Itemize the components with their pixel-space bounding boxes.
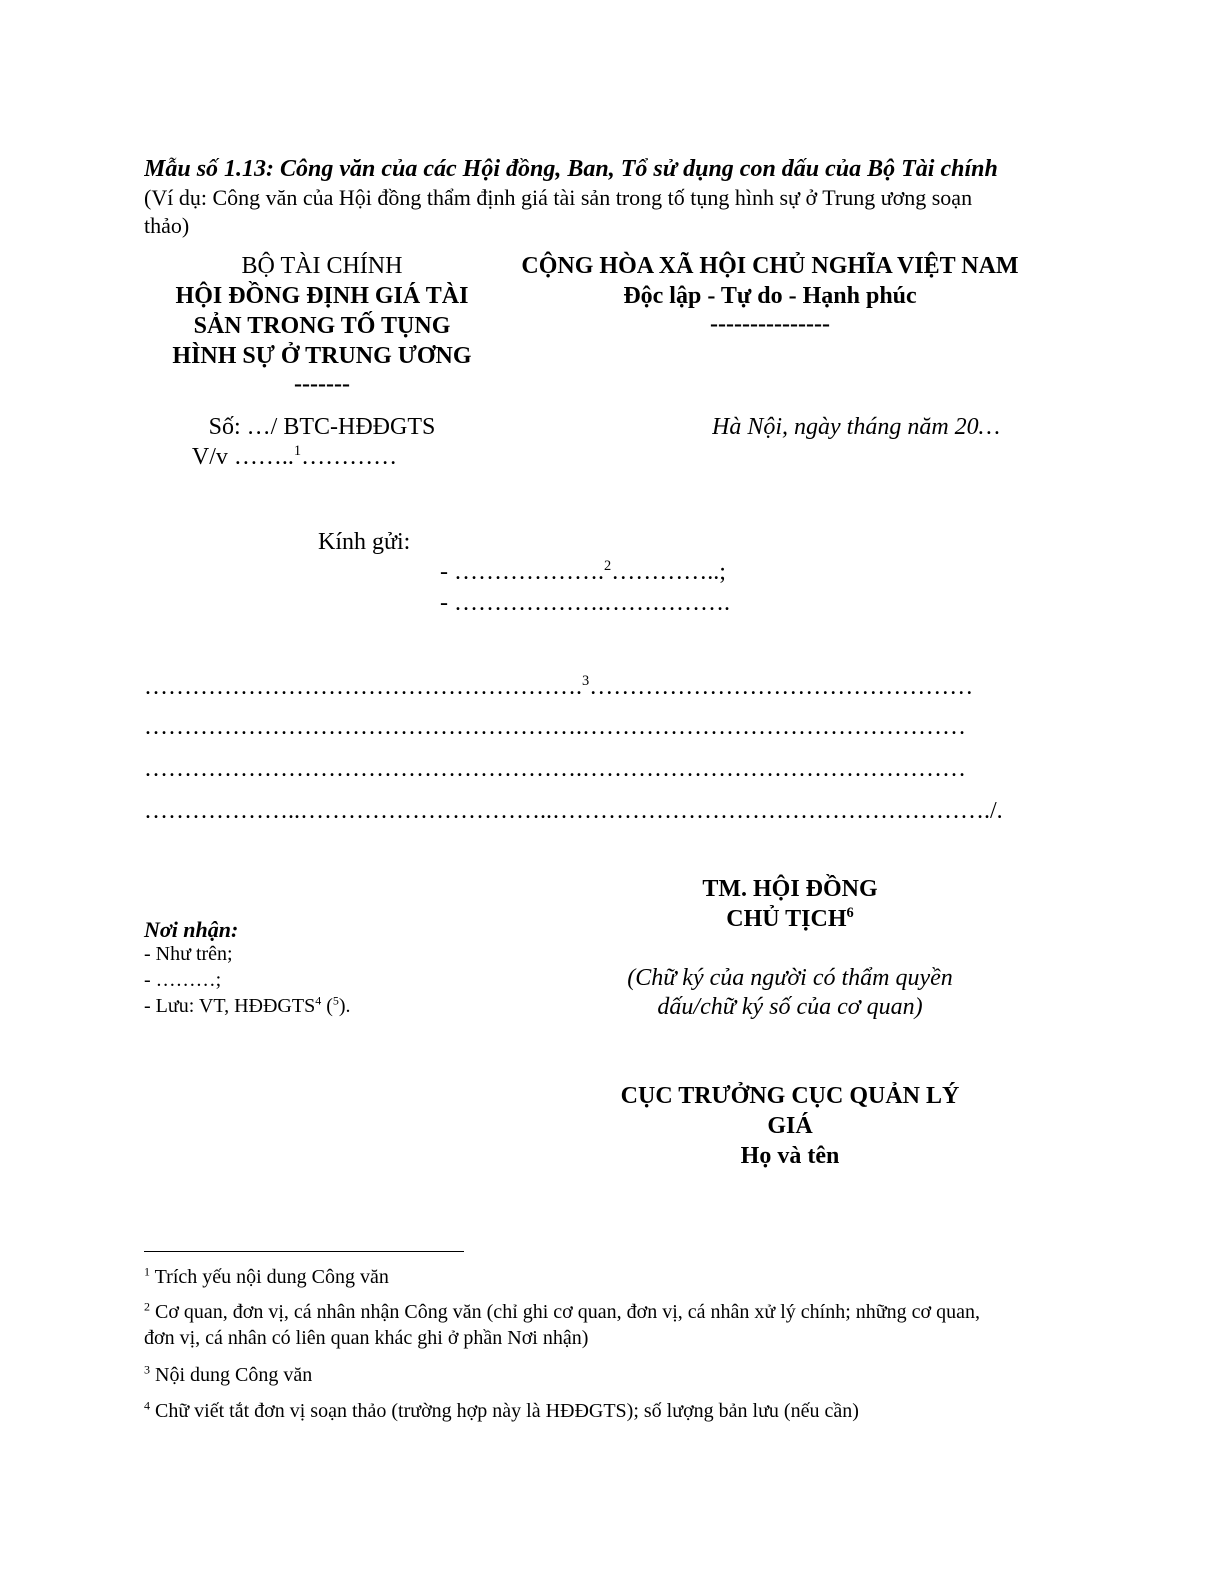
body-line-1-prefix: ……………………………………………….	[144, 674, 582, 700]
body-line-3: ……………………………………………….…………………………………………	[144, 756, 966, 782]
footnote-ref-2: 2	[604, 558, 612, 574]
place-date: Hà Nội, ngày tháng năm 20…	[712, 414, 1000, 440]
nation-name: CỘNG HÒA XÃ HỘI CHỦ NGHĨA VIỆT NAM	[521, 253, 1019, 279]
nation-divider: ---------------	[710, 311, 830, 337]
footnote-ref-1: 1	[293, 443, 302, 459]
footnote-2-line-2: đơn vị, cá nhân có liên quan khác ghi ở phần Nơi nhận)	[144, 1327, 589, 1349]
footnote-2-number: 2	[144, 1299, 150, 1314]
footnote-4	[144, 1398, 1074, 1424]
form-note-line-2: thảo)	[144, 213, 190, 238]
footnote-ref-3: 3	[582, 673, 590, 689]
signature-position-text: CHỦ TỊCH	[726, 906, 847, 932]
distribution-item-1: - Như trên;	[144, 943, 233, 965]
footnote-3	[144, 1362, 1074, 1388]
footnote-ref-6: 6	[846, 905, 854, 921]
distribution-item-3-suffix: ).	[338, 995, 351, 1017]
footnote-separator	[144, 1251, 464, 1252]
signature-note-line-1: (Chữ ký của người có thẩm quyền	[627, 965, 953, 991]
signature-on-behalf: TM. HỘI ĐỒNG	[702, 876, 878, 902]
recipient-1-suffix: …………..;	[611, 559, 726, 585]
nation-motto: Độc lập - Tự do - Hạnh phúc	[623, 283, 917, 309]
footnote-2-text-line-1: Cơ quan, đơn vị, cá nhân nhận Công văn (chỉ ghi cơ quan, đơn vị, cá nhân xử lý chính; những cơ quan,	[155, 1301, 980, 1323]
body-line-1	[144, 672, 1064, 702]
document-subject	[122, 442, 467, 472]
form-note-line-1: (Ví dụ: Công văn của Hội đồng thẩm định giá tài sản trong tố tụng hình sự ở Trung ương soạn	[144, 185, 973, 210]
document-number: Số: …/ BTC-HĐĐGTS	[208, 414, 436, 440]
signature-position	[560, 904, 1020, 934]
recipients-label: Kính gửi:	[318, 529, 411, 555]
footnote-2-line-1	[144, 1299, 1074, 1325]
distribution-item-2: - ………;	[144, 969, 222, 991]
distribution-item-3	[144, 993, 504, 1019]
footnote-3-text: Nội dung Công văn	[155, 1364, 313, 1386]
signer-name: Họ và tên	[740, 1143, 840, 1169]
distribution-item-3-mid: (	[321, 995, 333, 1017]
footnote-1-number: 1	[144, 1264, 150, 1279]
distribution-item-3-prefix: - Lưu: VT, HĐĐGTS	[144, 995, 316, 1017]
footnote-3-number: 3	[144, 1362, 150, 1377]
distribution-label: Nơi nhận:	[144, 917, 239, 942]
signer-title-line-1: CỤC TRƯỞNG CỤC QUẢN LÝ	[620, 1083, 960, 1109]
form-title: Mẫu số 1.13: Công văn của các Hội đồng, Ban, Tổ sử dụng con dấu của Bộ Tài chính	[144, 156, 998, 182]
body-line-1-suffix: …………………………………………	[589, 674, 974, 700]
issuer-divider: -------	[294, 371, 350, 397]
recipient-1-prefix: - ……………….	[440, 559, 604, 585]
subject-suffix: …………	[301, 444, 398, 470]
issuer-council-line-3: HÌNH SỰ Ở TRUNG ƯƠNG	[172, 343, 472, 369]
recipient-line-1	[440, 557, 840, 587]
footnote-4-number: 4	[144, 1398, 150, 1413]
recipient-line-2: - ……………….…………….	[440, 590, 730, 616]
signature-note-line-2: dấu/chữ ký số của cơ quan)	[657, 994, 923, 1020]
footnote-ref-5: 5	[332, 993, 339, 1008]
subject-prefix: V/v ……..	[191, 444, 294, 470]
issuer-ministry: BỘ TÀI CHÍNH	[241, 253, 403, 279]
body-line-4: ………………..…………………………..………………………………………………./.	[144, 798, 1003, 824]
issuer-council-line-1: HỘI ĐỒNG ĐỊNH GIÁ TÀI	[175, 283, 469, 309]
signer-title-line-2: GIÁ	[767, 1113, 813, 1139]
footnote-1-text: Trích yếu nội dung Công văn	[154, 1266, 389, 1288]
body-line-2: ……………………………………………….…………………………………………	[144, 714, 966, 740]
footnote-ref-4: 4	[315, 993, 322, 1008]
footnote-1	[144, 1264, 1074, 1290]
footnote-4-text: Chữ viết tắt đơn vị soạn thảo (trường hợp này là HĐĐGTS); số lượng bản lưu (nếu cần)	[155, 1400, 859, 1422]
issuer-council-line-2: SẢN TRONG TỐ TỤNG	[193, 313, 451, 339]
